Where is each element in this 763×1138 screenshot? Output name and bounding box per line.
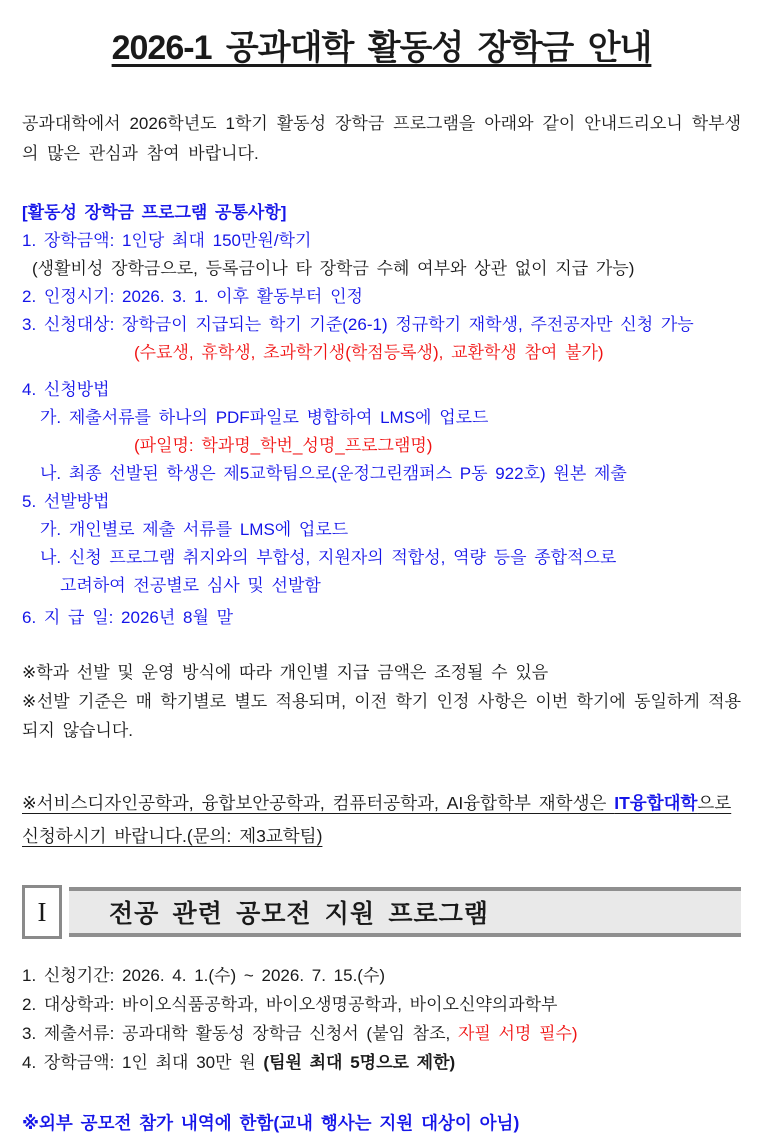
- notice-highlight-it-college: IT융합대학: [614, 793, 698, 813]
- section1-header: [22, 883, 741, 941]
- list-item: 1. 신청기간: 2026. 4. 1.(수) ~ 2026. 7. 15.(수): [22, 966, 386, 985]
- list-subitem: 가. 제출서류를 하나의 PDF파일로 병합하여 LMS에 업로드: [40, 408, 489, 427]
- page-title: 2026-1 공과대학 활동성 장학금 안내: [111, 29, 652, 67]
- list-item-text: 3. 제출서류: 공과대학 활동성 장학금 신청서 (붙임 참조,: [22, 1024, 458, 1043]
- list-item: 2. 인정시기: 2026. 3. 1. 이후 활동부터 인정: [22, 287, 363, 306]
- list-subitem-continuation: 고려하여 전공별로 심사 및 선발함: [60, 576, 321, 595]
- list-item: 1. 장학금액: 1인당 최대 150만원/학기: [22, 231, 312, 250]
- list-item-note: (파일명: 학과명_학번_성명_프로그램명): [134, 436, 433, 455]
- list-item-text: 4. 장학금액: 1인 최대 30만 원: [22, 1053, 264, 1072]
- notice-text: ※서비스디자인공학과, 융합보안공학과, 컴퓨터공학과, AI융합학부 재학생은: [22, 793, 615, 813]
- common-section-header: [활동성 장학금 프로그램 공통사항]: [22, 203, 287, 222]
- redirect-notice: [22, 787, 741, 853]
- section1-numeral-box: I: [22, 885, 62, 939]
- note-line: ※학과 선발 및 운영 방식에 따라 개인별 지급 금액은 조정될 수 있음: [22, 663, 549, 682]
- section1-list: [22, 961, 741, 1077]
- intro-paragraph: 공과대학에서 2026학년도 1학기 활동성 장학금 프로그램을 아래와 같이 안내드리오니 학부생의 많은 관심과 참여 바랍니다.: [22, 114, 741, 163]
- list-subitem: 나. 신청 프로그램 취지와의 부합성, 지원자의 적합성, 역량 등을 종합적으로: [40, 548, 617, 567]
- section1-note: ※외부 공모전 참가 내역에 한함(교내 행사는 지원 대상이 아님): [22, 1113, 520, 1133]
- notes-block: [22, 658, 741, 745]
- section1-title-bar: 전공 관련 공모전 지원 프로그램: [69, 887, 741, 937]
- list-item: 4. 신청방법: [22, 380, 110, 399]
- list-item: 5. 선발방법: [22, 492, 110, 511]
- list-item: 3. 신청대상: 장학금이 지급되는 학기 기준(26-1) 정규학기 재학생, 주전공자만 신청 가능: [22, 315, 694, 334]
- list-item: 6. 지 급 일: 2026년 8월 말: [22, 608, 234, 627]
- list-item: [22, 1019, 741, 1048]
- note-line: ※선발 기준은 매 학기별로 별도 적용되며, 이전 학기 인정 사항은 이번 학기에 동일하게 적용되지 않습니다.: [22, 692, 741, 740]
- list-subitem: 나. 최종 선발된 학생은 제5교학팀으로(운정그린캠퍼스 P동 922호) 원본 제출: [40, 464, 627, 483]
- common-section-list: [22, 227, 741, 632]
- list-item-note: (생활비성 장학금으로, 등록금이나 타 장학금 수혜 여부와 상관 없이 지급 가능): [32, 259, 635, 278]
- notice-text: 으로 신청하시기 바랍니다.(문의: 제3교학팀): [22, 793, 732, 846]
- list-item: 2. 대상학과: 바이오식품공학과, 바이오생명공학과, 바이오신약의과학부: [22, 995, 558, 1014]
- list-item-note: (수료생, 휴학생, 초과학기생(학점등록생), 교환학생 참여 불가): [134, 343, 604, 362]
- list-subitem: 가. 개인별로 제출 서류를 LMS에 업로드: [40, 520, 349, 539]
- list-item-red-text: 자필 서명 필수): [457, 1024, 578, 1043]
- list-item-bold-text: (팀원 최대 5명으로 제한): [263, 1053, 456, 1072]
- list-item: [22, 1048, 741, 1077]
